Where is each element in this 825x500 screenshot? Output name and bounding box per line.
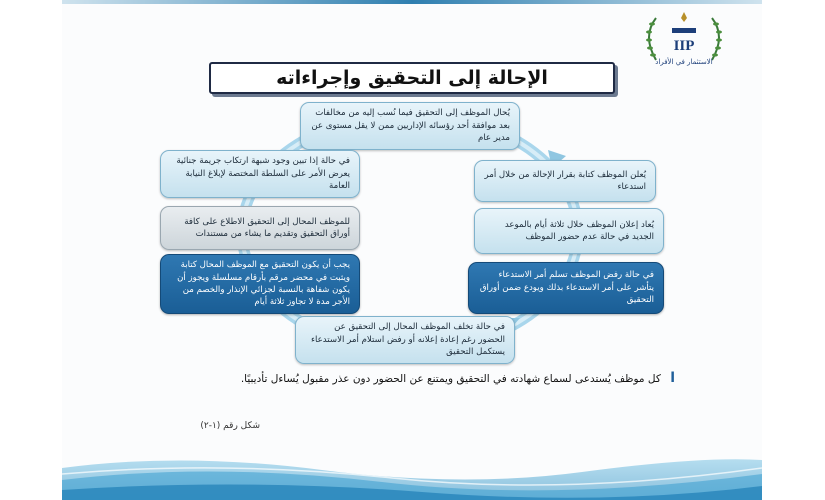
node-written-investigation — [160, 254, 360, 314]
witness-note — [150, 370, 675, 386]
node-referral-text: يُحال الموظف إلى التحقيق فيما نُسب إليه من مخالفات بعد موافقة أحد رؤسائه الإداريين ممن لا يقل مستوى عن مدير عام — [311, 108, 510, 144]
figure-label: شكل رقم (١-٢) — [200, 421, 260, 431]
node-renotify-text: يُعاد إعلان الموظف خلال ثلاثة أيام بالموعد الجديد في حالة عدم حضور الموظف — [504, 219, 654, 242]
node-review-documents-text: للموظف المحال إلى التحقيق الاطلاع على كافة أوراق التحقيق وتقديم ما يشاء من مستندات — [184, 216, 350, 239]
page-title: الإحالة إلى التحقيق وإجراءاته — [209, 62, 615, 94]
node-refusal — [468, 262, 664, 314]
node-criminal-suspicion — [160, 150, 360, 198]
node-referral — [300, 102, 520, 150]
node-written-notice-text: يُعلن الموظف كتابة بقرار الإحالة من خلال أمر استدعاء — [484, 169, 646, 192]
node-written-notice — [474, 160, 656, 202]
logo-tagline: الاستثمار في الأفراد — [655, 58, 713, 66]
node-review-documents — [160, 206, 360, 250]
bottom-wave-decoration — [62, 452, 762, 500]
node-written-investigation-text: يجب أن يكون التحقيق مع الموظف المحال كتابة ويثبت في محضر مرقم بأرقام مسلسلة ويجوز أن يكون شفاهة بالنسبة لجزائي الإنذار والخصم من الأجر مدة لا تجاوز ثلاثة أيام — [177, 260, 350, 308]
node-criminal-suspicion-text: في حالة إذا تبين وجود شبهة ارتكاب جريمة جنائية يعرض الأمر على السلطة المختصة لإبلاغ النيابة العامة — [176, 156, 350, 192]
node-absence-text: في حالة تخلف الموظف المحال إلى التحقيق عن الحضور رغم إعادة إعلانه أو رفض استلام أمر الاستدعاء يستكمل التحقيق — [311, 322, 505, 358]
node-renotify — [474, 208, 664, 254]
note-text: كل موظف يُستدعى لسماع شهادته في التحقيق ويمتنع عن الحضور دون عذر مقبول يُساءل تأديبيًا. — [240, 373, 661, 385]
node-absence — [295, 316, 515, 364]
logo-text: IIP — [673, 38, 695, 54]
note-bullet: ا — [670, 370, 675, 386]
node-refusal-text: في حالة رفض الموظف تسلم أمر الاستدعاء يتأشر على أمر الاستدعاء بذلك ويودع ضمن أوراق التحقيق — [479, 270, 654, 306]
